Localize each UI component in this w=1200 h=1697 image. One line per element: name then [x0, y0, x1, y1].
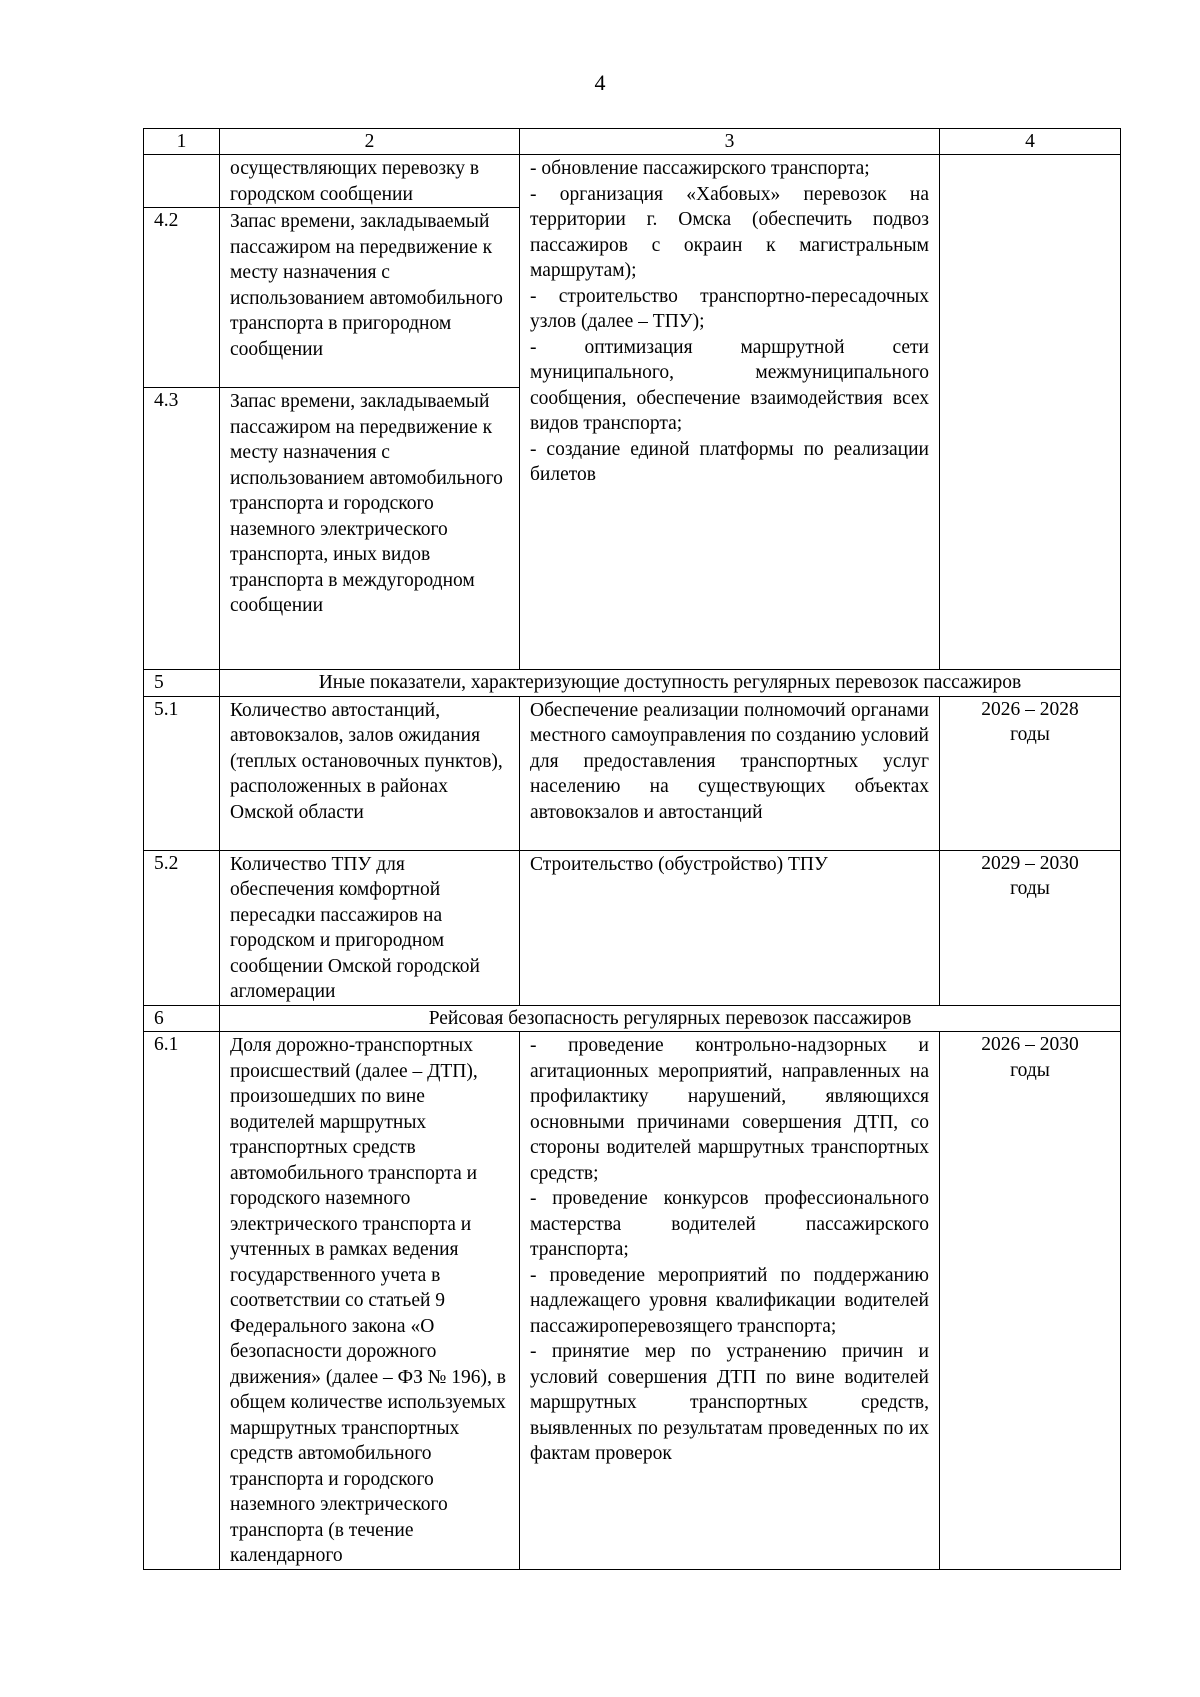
- row-number: 5.1: [144, 696, 220, 850]
- header-col-1: 1: [144, 129, 220, 155]
- table-row: [144, 696, 1121, 850]
- indicator-cell: Запас времени, закладываемый пассажиром на передвижение к месту назначения с использованием автомобильного транспорта и городского наземного электрического транспорта, иных видов транспорта в междугородном сообщении: [220, 388, 520, 670]
- measure-item: - организация «Хабовых» перевозок на территории г. Омска (обеспечить подвоз пассажиров с окраин к магистральным маршрутам);: [530, 183, 929, 281]
- term-cell: 2026 – 2030 годы: [940, 1032, 1121, 1570]
- term-cell: [940, 155, 1121, 670]
- measure-item: - проведение контрольно-надзорных и агитационных мероприятий, направленных на профилактику нарушений, являющихся основными причинами совершения ДТП, со стороны водителей маршрутных транспортных средств;: [530, 1035, 929, 1184]
- term-cell: 2026 – 2028 годы: [940, 696, 1121, 850]
- section-row: [144, 670, 1121, 697]
- row-number: 6.1: [144, 1032, 220, 1570]
- row-number: 5: [144, 670, 220, 697]
- measure-item: - создание единой платформы по реализации билетов: [530, 438, 929, 485]
- indicator-cell: Количество автостанций, автовокзалов, залов ожидания (теплых остановочных пунктов), расположенных в районах Омской области: [220, 696, 520, 850]
- table-row: [144, 1032, 1121, 1570]
- measure-item: - принятие мер по устранению причин и условий совершения ДТП по вине водителей маршрутных транспортных средств, выявленных по результатам проведенных по их фактам проверок: [530, 1341, 929, 1464]
- measure-item: - проведение конкурсов профессионального мастерства водителей пассажирского транспорта;: [530, 1188, 929, 1260]
- row-number: 4.2: [144, 208, 220, 388]
- row-number: 6: [144, 1005, 220, 1032]
- indicator-cell: осуществляющих перевозку в городском сообщении: [220, 155, 520, 208]
- row-number: 5.2: [144, 850, 220, 1005]
- measure-item: - строительство транспортно-пересадочных узлов (далее – ТПУ);: [530, 285, 929, 332]
- row-number: [144, 155, 220, 208]
- header-col-4: 4: [940, 129, 1121, 155]
- indicator-cell: Доля дорожно-транспортных происшествий (далее – ДТП), произошедших по вине водителей маршрутных транспортных средств автомобильного транспорта и городского наземного электрического транспорта и учтенных в рамках ведения государственного учета в соответствии со статьей 9 Федерального закона «О безопасности дорожного движения» (далее – ФЗ № 196), в общем количестве используемых маршрутных транспортных средств автомобильного транспорта и городского наземного электрического транспорта (в течение календарного: [220, 1032, 520, 1570]
- measure-item: - проведение мероприятий по поддержанию надлежащего уровня квалификации водителей пассажироперевозящего транспорта;: [530, 1264, 929, 1337]
- measures-cell: [520, 1032, 940, 1570]
- section-title: Рейсовая безопасность регулярных перевозок пассажиров: [220, 1005, 1121, 1032]
- indicator-cell: Запас времени, закладываемый пассажиром на передвижение к месту назначения с использованием автомобильного транспорта в пригородном сообщении: [220, 208, 520, 388]
- measure-item: - оптимизация маршрутной сети муниципального, межмуниципального сообщения, обеспечение взаимодействия всех видов транспорта;: [530, 336, 929, 434]
- header-col-3: 3: [520, 129, 940, 155]
- section-title: Иные показатели, характеризующие доступность регулярных перевозок пассажиров: [220, 670, 1121, 697]
- row-number: 4.3: [144, 388, 220, 670]
- term-cell: 2029 – 2030 годы: [940, 850, 1121, 1005]
- measure-cell: Строительство (обустройство) ТПУ: [520, 850, 940, 1005]
- section-row: [144, 1005, 1121, 1032]
- measures-cell: [520, 155, 940, 670]
- table-row: [144, 155, 1121, 208]
- indicator-cell: Количество ТПУ для обеспечения комфортной пересадки пассажиров на городском и пригородном сообщении Омской городской агломерации: [220, 850, 520, 1005]
- measures-table: [143, 128, 1121, 1570]
- table-header-row: [144, 129, 1121, 155]
- page-number: 4: [594, 70, 606, 95]
- header-col-2: 2: [220, 129, 520, 155]
- measure-item: - обновление пассажирского транспорта;: [530, 158, 870, 179]
- measure-cell: Обеспечение реализации полномочий органами местного самоуправления по созданию условий для предоставления транспортных услуг населению на существующих объектах автовокзалов и автостанций: [520, 696, 940, 850]
- table-row: [144, 850, 1121, 1005]
